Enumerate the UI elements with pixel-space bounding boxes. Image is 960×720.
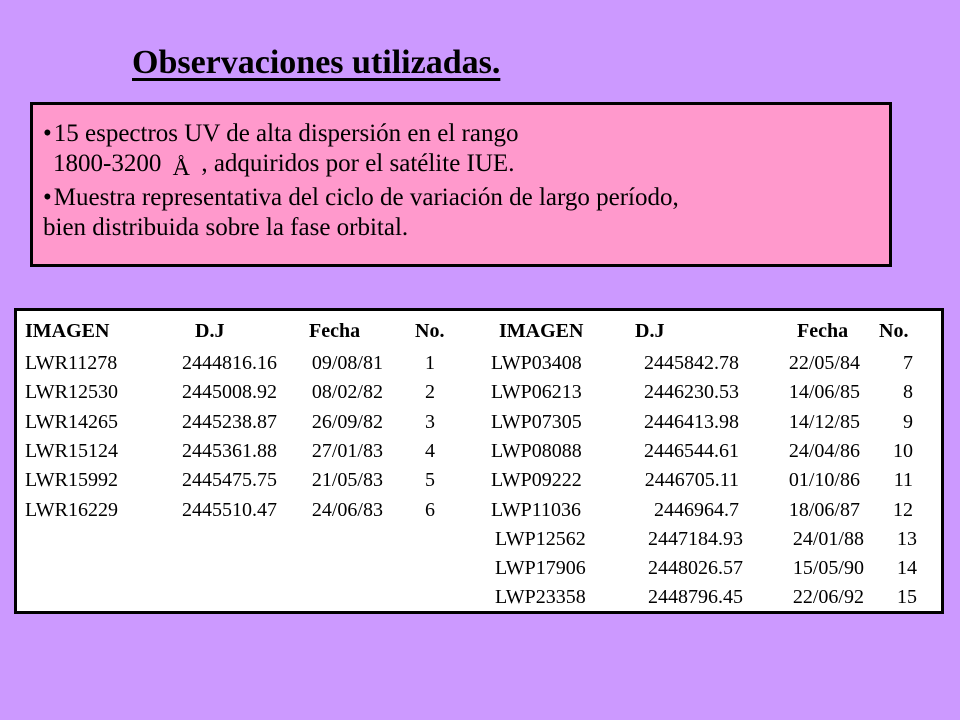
table-cell-right-number: 10	[893, 439, 913, 462]
header-left-date: Fecha	[309, 320, 361, 342]
header-right-date: Fecha	[797, 320, 849, 342]
table-cell-right-date: 22/05/84	[788, 352, 860, 374]
info-text-4: bien distribuida sobre la fase orbital.	[43, 214, 409, 241]
table-cell-right-number: 12	[893, 498, 913, 521]
table-cell-right-date: 14/06/85	[788, 381, 860, 404]
table-cell-right-image: LWP11036	[491, 498, 581, 521]
table-cell-right-image: LWP09222	[491, 469, 582, 492]
table-cell-left-jd: 2445008.92	[182, 381, 277, 404]
table-cell-right-jd: 2446230.53	[644, 381, 739, 404]
table-cell-right-number: 14	[897, 557, 917, 580]
table-cell-left-jd: 2445510.47	[182, 498, 277, 521]
table-cell-right-jd: 2445842.78	[644, 352, 739, 374]
table-cell-right-number: 8	[903, 381, 913, 404]
table-cell-right-image: LWP23358	[495, 586, 586, 609]
table-cell-right-jd: 2448026.57	[648, 557, 743, 580]
table-cell-left-number: 6	[425, 498, 435, 521]
observations-table	[14, 308, 944, 614]
info-text-3: Muestra representativa del ciclo de variación de largo período,	[53, 184, 679, 211]
table-cell-right-date: 18/06/87	[788, 498, 860, 521]
table-cell-left-jd: 2445475.75	[182, 469, 277, 492]
header-left-number: No.	[415, 320, 445, 342]
info-line-2	[43, 149, 889, 179]
table-cell-right-jd: 2447184.93	[648, 527, 743, 550]
table-cell-right-date: 24/04/86	[788, 439, 860, 462]
info-line-4	[43, 213, 889, 243]
table-cell-right-date: 01/10/86	[788, 469, 860, 492]
info-box	[30, 102, 892, 267]
table-cell-left-number: 3	[425, 410, 435, 433]
table-cell-left-image: LWR16229	[25, 498, 118, 521]
table-cell-right-jd: 2446413.98	[644, 410, 739, 433]
table-cell-left-image: LWR11278	[25, 352, 118, 374]
info-text-2: , adquiridos por el satélite IUE.	[201, 150, 515, 177]
table-cell-left-date: 09/08/81	[311, 352, 383, 374]
table-cell-left-number: 2	[425, 381, 435, 404]
header-left-image: IMAGEN	[25, 320, 110, 342]
table-cell-left-date: 26/09/82	[311, 410, 383, 433]
table-cell-right-number: 7	[903, 352, 913, 374]
table-cell-left-image: LWR14265	[25, 410, 118, 433]
table-cell-right-number: 15	[897, 586, 917, 609]
table-cell-left-image: LWR15124	[25, 439, 118, 462]
header-right-image: IMAGEN	[499, 320, 584, 342]
angstrom-unit: Å	[172, 155, 190, 181]
table-cell-left-number: 5	[425, 469, 435, 492]
table-cell-right-image: LWP12562	[495, 527, 586, 550]
table-cell-left-date: 27/01/83	[311, 439, 383, 462]
bullet-icon: •	[43, 120, 52, 147]
bullet-icon: •	[43, 184, 52, 211]
table-cell-right-image: LWP17906	[495, 557, 586, 580]
table-cell-left-jd: 2445238.87	[182, 410, 277, 433]
table-cell-right-number: 11	[893, 469, 913, 492]
page-title: Observaciones utilizadas.	[132, 44, 501, 81]
table-cell-right-date: 15/05/90	[792, 557, 864, 580]
info-line-3	[43, 183, 889, 213]
table-cell-right-date: 14/12/85	[788, 410, 860, 433]
header-left-jd: D.J	[195, 320, 225, 342]
table-cell-right-jd: 2446964.7	[654, 498, 739, 521]
table-cell-right-jd: 2448796.45	[648, 586, 743, 609]
table-cell-right-image: LWP08088	[491, 439, 582, 462]
table-cell-left-number: 1	[425, 352, 435, 374]
table-cell-left-date: 08/02/82	[311, 381, 383, 404]
table-cell-left-date: 24/06/83	[311, 498, 383, 521]
table-cell-left-image: LWR12530	[25, 381, 118, 404]
table-cell-right-jd: 2446705.11	[644, 469, 739, 492]
table-cell-right-date: 22/06/92	[792, 586, 864, 609]
wavelength-range: 1800-3200	[53, 150, 162, 177]
info-text-1: 15 espectros UV de alta dispersión en el rango	[53, 120, 519, 147]
table-cell-right-image: LWP07305	[491, 410, 582, 433]
table-cell-left-image: LWR15992	[25, 469, 118, 492]
table-cell-right-image: LWP03408	[491, 352, 582, 374]
table-cell-right-number: 9	[903, 410, 913, 433]
table-cell-right-date: 24/01/88	[792, 527, 864, 550]
table-cell-right-jd: 2446544.61	[644, 439, 739, 462]
info-line-1	[43, 119, 889, 149]
header-right-number: No.	[879, 320, 909, 342]
table-cell-left-number: 4	[425, 439, 435, 462]
table-cell-left-jd: 2444816.16	[182, 352, 277, 374]
table-cell-left-jd: 2445361.88	[182, 439, 277, 462]
table-cell-right-number: 13	[897, 527, 917, 550]
table-cell-left-date: 21/05/83	[311, 469, 383, 492]
header-right-jd: D.J	[635, 320, 665, 342]
table-cell-right-image: LWP06213	[491, 381, 582, 404]
